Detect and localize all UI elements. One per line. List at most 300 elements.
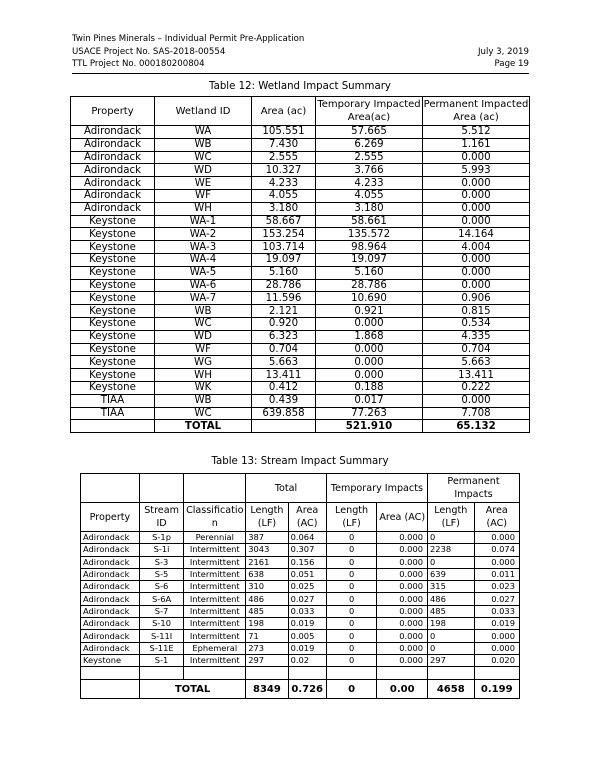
group-permanent: Permanent Impacts	[428, 474, 520, 503]
table-cell: 297	[246, 654, 288, 666]
table-cell: 0.704	[252, 343, 316, 356]
blank-cell	[474, 667, 520, 680]
table-cell: Adirondack	[81, 556, 140, 568]
table-cell: Keystone	[71, 330, 155, 343]
table-cell: WF	[155, 189, 252, 202]
table-cell: 639.858	[252, 407, 316, 420]
table-cell: 0.000	[423, 394, 530, 407]
table-cell: Keystone	[71, 356, 155, 369]
header-rule	[72, 73, 529, 74]
table-cell: WA-4	[155, 253, 252, 266]
table-cell: WD	[155, 164, 252, 177]
table-cell: Keystone	[71, 292, 155, 305]
table-cell: 0.027	[288, 593, 326, 605]
table-row	[71, 228, 530, 241]
table13-header-row	[81, 503, 520, 532]
table-cell: 11.596	[252, 292, 316, 305]
table-cell: TIAA	[71, 407, 155, 420]
table-cell: 0.000	[316, 369, 423, 382]
table-cell: 0.020	[474, 654, 520, 666]
table-row	[71, 305, 530, 318]
table-cell: 4.004	[423, 241, 530, 254]
table-cell: 0.000	[377, 642, 428, 654]
blank-cell	[139, 667, 183, 680]
table-cell: 3.180	[252, 202, 316, 215]
table-cell: S-6A	[139, 593, 183, 605]
table-cell: 4.055	[316, 189, 423, 202]
col-permanent-impacted: Permanent Impacted Area (ac)	[423, 97, 530, 126]
table-cell: 0.033	[288, 605, 326, 617]
table-cell: WD	[155, 330, 252, 343]
table-cell: 0.000	[474, 556, 520, 568]
table-cell: 5.663	[252, 356, 316, 369]
total-cell: 0.00	[377, 680, 428, 699]
table-cell: 5.160	[252, 266, 316, 279]
table-cell: 103.714	[252, 241, 316, 254]
page-header	[72, 33, 529, 74]
table-cell: Intermittent	[184, 593, 246, 605]
table-cell: WG	[155, 356, 252, 369]
table-cell: WB	[155, 394, 252, 407]
table-cell: 310	[246, 581, 288, 593]
table-cell: 485	[246, 605, 288, 617]
table-cell: Intermittent	[184, 568, 246, 580]
table-cell: 2.121	[252, 305, 316, 318]
table-cell: Intermittent	[184, 605, 246, 617]
table-cell: 4.233	[316, 177, 423, 190]
table-cell: 0.019	[288, 642, 326, 654]
table-cell: 0.439	[252, 394, 316, 407]
table-cell: 486	[246, 593, 288, 605]
table-cell: 0.534	[423, 317, 530, 330]
table-cell: S-7	[139, 605, 183, 617]
table-cell: WB	[155, 138, 252, 151]
total-cell: 0	[326, 680, 377, 699]
total-cell: 65.132	[423, 420, 530, 433]
table-cell: 77.263	[316, 407, 423, 420]
table-cell: 4.055	[252, 189, 316, 202]
table-row	[81, 642, 520, 654]
table-cell: WA-6	[155, 279, 252, 292]
table-cell: 0.000	[474, 642, 520, 654]
table-cell: 58.661	[316, 215, 423, 228]
group-blank-stream	[139, 474, 183, 503]
table-row	[81, 568, 520, 580]
table-cell: 10.327	[252, 164, 316, 177]
table-cell: 0.02	[288, 654, 326, 666]
table-cell: 0.025	[288, 581, 326, 593]
header-project-ttl: TTL Project No. 000180200804	[72, 59, 205, 69]
table-cell: 0.033	[474, 605, 520, 617]
table-cell: 0	[326, 532, 377, 544]
table-cell: 0.000	[474, 532, 520, 544]
total-cell: 0.199	[474, 680, 520, 699]
table-cell: 2238	[428, 544, 474, 556]
blank-cell	[71, 420, 155, 433]
table-cell: WC	[155, 317, 252, 330]
table-cell: 58.667	[252, 215, 316, 228]
table-cell: Intermittent	[184, 544, 246, 556]
blank-cell	[81, 680, 140, 699]
col-perm-length: Length (LF)	[428, 503, 474, 532]
table-cell: 0.412	[252, 381, 316, 394]
header-project-usace: USACE Project No. SAS-2018-00554	[72, 46, 226, 57]
table-cell: Adirondack	[81, 630, 140, 642]
table-cell: 0	[428, 532, 474, 544]
table-cell: S-1i	[139, 544, 183, 556]
table-cell: 0	[326, 642, 377, 654]
table-cell: 0.000	[377, 581, 428, 593]
total-cell: 0.726	[288, 680, 326, 699]
table-cell: 0.906	[423, 292, 530, 305]
table-cell: 198	[428, 618, 474, 630]
table-cell: Adirondack	[71, 177, 155, 190]
table-cell: 105.551	[252, 126, 316, 139]
table-row	[71, 343, 530, 356]
group-blank-property	[81, 474, 140, 503]
table-cell: 0.000	[316, 356, 423, 369]
table-cell: 0.000	[423, 189, 530, 202]
table-cell: 0.000	[423, 202, 530, 215]
table-cell: 71	[246, 630, 288, 642]
table-cell: 19.097	[316, 253, 423, 266]
table-cell: 0.000	[377, 630, 428, 642]
table-cell: WA	[155, 126, 252, 139]
table-cell: S-1p	[139, 532, 183, 544]
table-cell: 13.411	[252, 369, 316, 382]
col-temp-length: Length (LF)	[326, 503, 377, 532]
table-row	[81, 544, 520, 556]
table-cell: 6.323	[252, 330, 316, 343]
table-cell: 0.000	[377, 568, 428, 580]
table12-caption: Table 12: Wetland Impact Summary	[209, 81, 391, 92]
table-row	[71, 151, 530, 164]
table-cell: S-6	[139, 581, 183, 593]
blank-cell	[326, 667, 377, 680]
wetland-impact-table	[70, 96, 530, 433]
table-cell: Keystone	[71, 305, 155, 318]
table-cell: 0	[326, 618, 377, 630]
table-cell: WA-7	[155, 292, 252, 305]
blank-cell	[81, 667, 140, 680]
table-cell: 0	[428, 630, 474, 642]
table-row	[71, 164, 530, 177]
group-temporary: Temporary Impacts	[326, 474, 427, 503]
col-property: Property	[71, 97, 155, 126]
table-cell: 0.815	[423, 305, 530, 318]
table-row	[71, 215, 530, 228]
header-page-number: Page 19	[494, 59, 529, 69]
table-cell: 7.430	[252, 138, 316, 151]
table-cell: 0	[326, 581, 377, 593]
table-cell: 0.017	[316, 394, 423, 407]
col-temporary-impacted: Temporary Impacted Area(ac)	[316, 97, 423, 126]
total-cell: 521.910	[316, 420, 423, 433]
table-row	[71, 356, 530, 369]
table-cell: 28.786	[252, 279, 316, 292]
col-total-length: Length (LF)	[246, 503, 288, 532]
table-cell: Adirondack	[71, 202, 155, 215]
table-row	[71, 266, 530, 279]
table-row	[71, 138, 530, 151]
table-cell: 0	[326, 654, 377, 666]
col-temp-area: Area (AC)	[377, 503, 428, 532]
total-row	[81, 680, 520, 699]
header-date: July 3, 2019	[478, 46, 529, 57]
table-cell: Intermittent	[184, 581, 246, 593]
table-cell: 0.000	[423, 279, 530, 292]
table-cell: Adirondack	[71, 164, 155, 177]
table-cell: 7.708	[423, 407, 530, 420]
table-row	[81, 618, 520, 630]
table-row	[81, 630, 520, 642]
table12-header-row	[71, 97, 530, 126]
table-cell: 19.097	[252, 253, 316, 266]
table-cell: Keystone	[71, 381, 155, 394]
table-cell: Intermittent	[184, 556, 246, 568]
stream-impact-table	[80, 473, 520, 699]
table-cell: 0.156	[288, 556, 326, 568]
table-cell: 198	[246, 618, 288, 630]
table-cell: 0.000	[423, 266, 530, 279]
table-cell: Adirondack	[81, 544, 140, 556]
table-cell: 0.000	[474, 630, 520, 642]
table-cell: WC	[155, 407, 252, 420]
table-cell: 0.000	[377, 654, 428, 666]
table-row	[71, 292, 530, 305]
table-cell: S-5	[139, 568, 183, 580]
table-cell: WA-5	[155, 266, 252, 279]
header-line1: Twin Pines Minerals – Individual Permit Pre-Application	[72, 34, 305, 44]
table-cell: WA-1	[155, 215, 252, 228]
table-cell: 0.000	[377, 544, 428, 556]
table-cell: 135.572	[316, 228, 423, 241]
blank-cell	[246, 667, 288, 680]
table-cell: 0	[326, 630, 377, 642]
table-cell: 3.180	[316, 202, 423, 215]
table-cell: Adirondack	[81, 532, 140, 544]
table-cell: Adirondack	[81, 568, 140, 580]
table-cell: WF	[155, 343, 252, 356]
table-cell: 5.160	[316, 266, 423, 279]
table-cell: 0.023	[474, 581, 520, 593]
table-cell: 3.766	[316, 164, 423, 177]
table-cell: 0	[326, 605, 377, 617]
table-cell: 14.164	[423, 228, 530, 241]
table-cell: Perennial	[184, 532, 246, 544]
table-cell: 1.868	[316, 330, 423, 343]
table13-caption: Table 13: Stream Impact Summary	[211, 456, 389, 467]
table-cell: 0.064	[288, 532, 326, 544]
col-area: Area (ac)	[252, 97, 316, 126]
table-cell: 10.690	[316, 292, 423, 305]
table-cell: S-11I	[139, 630, 183, 642]
group-blank-class	[184, 474, 246, 503]
col-total-area: Area (AC)	[288, 503, 326, 532]
table-cell: Adirondack	[81, 581, 140, 593]
total-cell: 4658	[428, 680, 474, 699]
table-cell: Keystone	[71, 317, 155, 330]
table-cell: WB	[155, 305, 252, 318]
table-cell: 0	[428, 642, 474, 654]
table-cell: 0.000	[377, 605, 428, 617]
table-row	[71, 202, 530, 215]
col-perm-area: Area (AC)	[474, 503, 520, 532]
table-cell: 0.000	[316, 343, 423, 356]
table-cell: 0.000	[377, 556, 428, 568]
table-cell: 0	[326, 556, 377, 568]
blank-cell	[252, 420, 316, 433]
col-wetland-id: Wetland ID	[155, 97, 252, 126]
table-cell: 0.000	[423, 253, 530, 266]
table-cell: 5.512	[423, 126, 530, 139]
table-cell: 486	[428, 593, 474, 605]
col-stream-id: Stream ID	[139, 503, 183, 532]
table-row	[71, 330, 530, 343]
table-row	[71, 241, 530, 254]
table-cell: Keystone	[71, 241, 155, 254]
table-row	[71, 279, 530, 292]
table-cell: 3043	[246, 544, 288, 556]
table-cell: WE	[155, 177, 252, 190]
table-row	[81, 605, 520, 617]
total-row	[71, 420, 530, 433]
table-cell: 0	[326, 544, 377, 556]
table-cell: 0.921	[316, 305, 423, 318]
table-cell: Intermittent	[184, 618, 246, 630]
table-cell: Keystone	[71, 228, 155, 241]
table-cell: S-11E	[139, 642, 183, 654]
table-cell: 6.269	[316, 138, 423, 151]
table-row	[71, 381, 530, 394]
table-cell: 153.254	[252, 228, 316, 241]
table-cell: Ephemeral	[184, 642, 246, 654]
table-cell: 0.000	[316, 317, 423, 330]
table-cell: 0.000	[377, 532, 428, 544]
table-row	[71, 369, 530, 382]
table-cell: 5.663	[423, 356, 530, 369]
table-cell: TIAA	[71, 394, 155, 407]
table-cell: 0.000	[423, 151, 530, 164]
table13-group-header-row	[81, 474, 520, 503]
table-cell: 4.335	[423, 330, 530, 343]
table-cell: 0.019	[474, 618, 520, 630]
table-cell: Adirondack	[71, 126, 155, 139]
table-row	[71, 407, 530, 420]
col-classification: Classification	[184, 503, 246, 532]
table-cell: 28.786	[316, 279, 423, 292]
table-cell: 0.051	[288, 568, 326, 580]
table-cell: 0.000	[423, 215, 530, 228]
table-cell: WH	[155, 202, 252, 215]
group-total: Total	[246, 474, 327, 503]
table-cell: Keystone	[71, 279, 155, 292]
table-cell: 0.027	[474, 593, 520, 605]
table-cell: WH	[155, 369, 252, 382]
table-cell: 4.233	[252, 177, 316, 190]
table-cell: 0.019	[288, 618, 326, 630]
blank-cell	[184, 667, 246, 680]
table-cell: 0.000	[377, 593, 428, 605]
table-cell: Keystone	[71, 266, 155, 279]
table-cell: Adirondack	[71, 151, 155, 164]
blank-cell	[377, 667, 428, 680]
table-row	[71, 126, 530, 139]
table-cell: 485	[428, 605, 474, 617]
table-row	[81, 532, 520, 544]
table-cell: 0	[326, 568, 377, 580]
table-cell: 387	[246, 532, 288, 544]
table-cell: Adirondack	[81, 618, 140, 630]
table-cell: 98.964	[316, 241, 423, 254]
table-cell: 2.555	[252, 151, 316, 164]
table-row	[71, 189, 530, 202]
table-cell: 638	[246, 568, 288, 580]
table-cell: S-3	[139, 556, 183, 568]
table-cell: 5.993	[423, 164, 530, 177]
table-cell: WA-3	[155, 241, 252, 254]
table-cell: 0.704	[423, 343, 530, 356]
table-cell: 0.920	[252, 317, 316, 330]
table-cell: 297	[428, 654, 474, 666]
blank-cell	[428, 667, 474, 680]
table-cell: Intermittent	[184, 630, 246, 642]
table-cell: Keystone	[81, 654, 140, 666]
table-cell: Keystone	[71, 369, 155, 382]
table-cell: Adirondack	[71, 189, 155, 202]
table-cell: 639	[428, 568, 474, 580]
table-row	[71, 317, 530, 330]
table-cell: 1.161	[423, 138, 530, 151]
table-cell: Keystone	[71, 215, 155, 228]
table-cell: 0.000	[377, 618, 428, 630]
table-cell: WK	[155, 381, 252, 394]
total-cell: TOTAL	[155, 420, 252, 433]
table-cell: Adirondack	[81, 605, 140, 617]
table-cell: 273	[246, 642, 288, 654]
table-row	[71, 394, 530, 407]
table-cell: WA-2	[155, 228, 252, 241]
table-row	[71, 253, 530, 266]
table-row	[81, 654, 520, 666]
table-cell: 2161	[246, 556, 288, 568]
table-cell: 0	[326, 593, 377, 605]
total-label: TOTAL	[139, 680, 245, 699]
table-cell: S-10	[139, 618, 183, 630]
table-cell: Adirondack	[81, 593, 140, 605]
table-cell: 0.000	[423, 177, 530, 190]
table-cell: Adirondack	[81, 642, 140, 654]
table-cell: 0.011	[474, 568, 520, 580]
col-property: Property	[81, 503, 140, 532]
blank-cell	[288, 667, 326, 680]
table-cell: Intermittent	[184, 654, 246, 666]
table-cell: S-1	[139, 654, 183, 666]
table-cell: 0.222	[423, 381, 530, 394]
table-cell: 315	[428, 581, 474, 593]
table-row	[81, 581, 520, 593]
table-row	[81, 593, 520, 605]
table-cell: Adirondack	[71, 138, 155, 151]
table-row	[71, 177, 530, 190]
table-cell: Keystone	[71, 253, 155, 266]
table-cell: 0.074	[474, 544, 520, 556]
table-cell: 0.005	[288, 630, 326, 642]
table-cell: WC	[155, 151, 252, 164]
blank-row	[81, 667, 520, 680]
table-cell: 0.188	[316, 381, 423, 394]
total-cell: 8349	[246, 680, 288, 699]
